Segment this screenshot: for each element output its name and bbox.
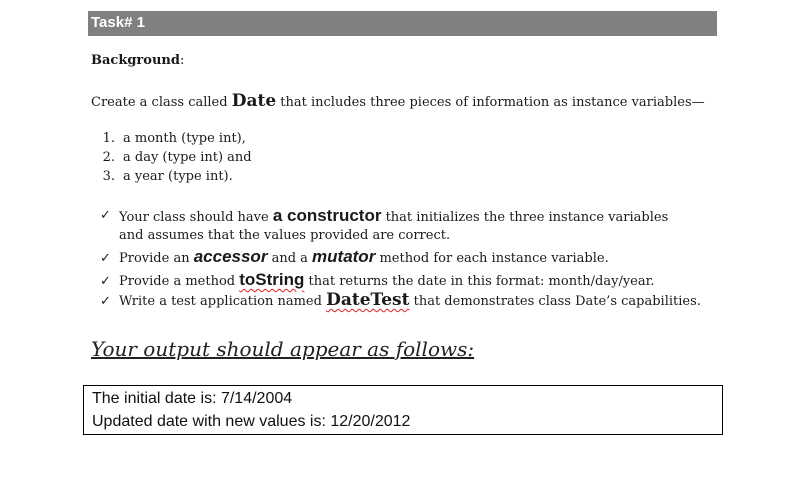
output-line-1: The initial date is: 7/14/2004 xyxy=(92,390,293,407)
bullet-tostring: ✓ Provide a method toString that returns the date in this format: month/day/year. xyxy=(100,270,655,289)
background-label: Background: xyxy=(91,53,185,68)
checkmark-icon: ✓ xyxy=(100,274,111,289)
class-name-date: Date xyxy=(231,91,277,111)
task-title: Task# 1 xyxy=(91,14,145,31)
output-box xyxy=(83,385,723,435)
output-heading: Your output should appear as follows: xyxy=(91,337,475,361)
checkmark-icon: ✓ xyxy=(100,208,111,223)
checkmark-icon: ✓ xyxy=(100,251,111,266)
bullet-datetest: ✓ Write a test application named DateTest that demonstrates class Date’s capabilities. xyxy=(100,290,701,310)
intro-paragraph: Create a class called Date that includes three pieces of information as instance variables— xyxy=(91,91,705,111)
task-header-bar xyxy=(88,11,717,36)
output-line-2: Updated date with new values is: 12/20/2012 xyxy=(92,413,411,430)
bullet-constructor: ✓ Your class should have a constructor that initializes the three instance variables and assumes that the values provided are correct. xyxy=(100,206,669,243)
list-item: 3. a year (type int). xyxy=(102,169,233,184)
list-item: 2. a day (type int) and xyxy=(102,150,252,165)
checkmark-icon: ✓ xyxy=(100,294,111,309)
bullet-accessor-mutator: ✓ Provide an accessor and a mutator method for each instance variable. xyxy=(100,247,609,266)
list-item: 1. a month (type int), xyxy=(102,131,246,146)
